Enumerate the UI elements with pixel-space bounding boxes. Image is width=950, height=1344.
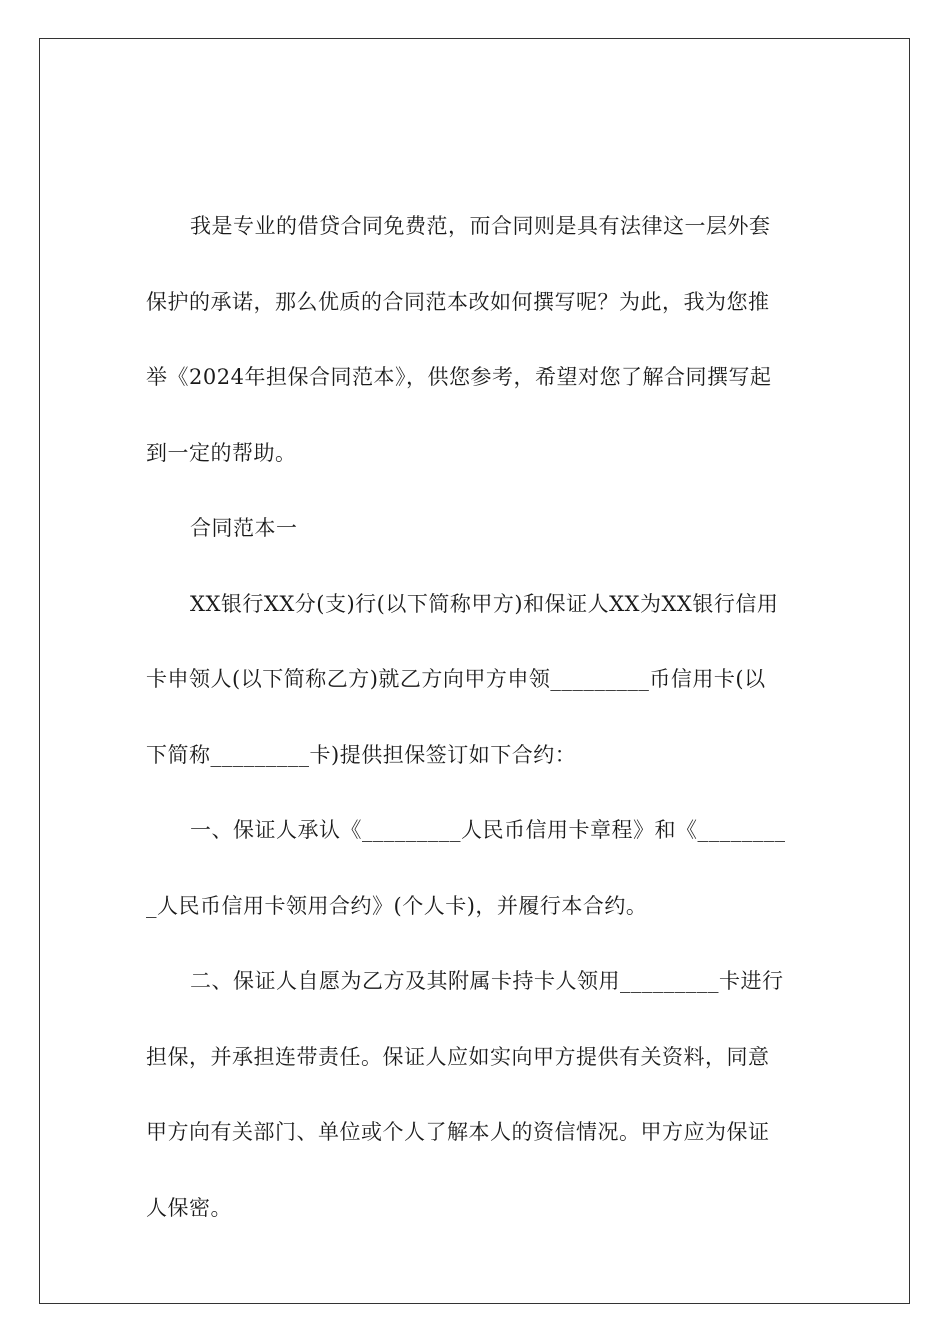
section-heading: 合同范本一 xyxy=(190,516,298,540)
clause-line: 人保密。 xyxy=(146,1195,232,1220)
clause-line: 担保，并承担连带责任。保证人应如实向甲方提供有关资料，同意 xyxy=(146,1044,770,1069)
paragraph-line: 到一定的帮助。 xyxy=(146,440,297,465)
paragraph-line: XX银行XX分(支)行(以下简称甲方)和保证人XX为XX银行信用 xyxy=(190,591,779,616)
clause-line: _人民币信用卡领用合约》(个人卡)，并履行本合约。 xyxy=(146,893,648,918)
paragraph-line: 下简称_________卡)提供担保签订如下合约： xyxy=(146,742,577,767)
clause-line: 二、保证人自愿为乙方及其附属卡持卡人领用_________卡进行 xyxy=(190,969,784,993)
paragraph-line: 我是专业的借贷合同免费范，而合同则是具有法律这一层外套 xyxy=(190,214,771,238)
paragraph-line: 举《2024年担保合同范本》，供您参考，希望对您了解合同撰写起 xyxy=(146,365,772,389)
paragraph-line: 保护的承诺，那么优质的合同范本改如何撰写呢？为此，我为您推 xyxy=(146,289,770,314)
clause-line: 一、保证人承认《_________人民币信用卡章程》和《________ xyxy=(190,818,786,842)
clause-line: 甲方向有关部门、单位或个人了解本人的资信情况。甲方应为保证 xyxy=(146,1120,770,1144)
paragraph-line: 卡申领人(以下简称乙方)就乙方向甲方申领_________币信用卡(以 xyxy=(146,667,766,691)
document-body xyxy=(146,200,806,1257)
